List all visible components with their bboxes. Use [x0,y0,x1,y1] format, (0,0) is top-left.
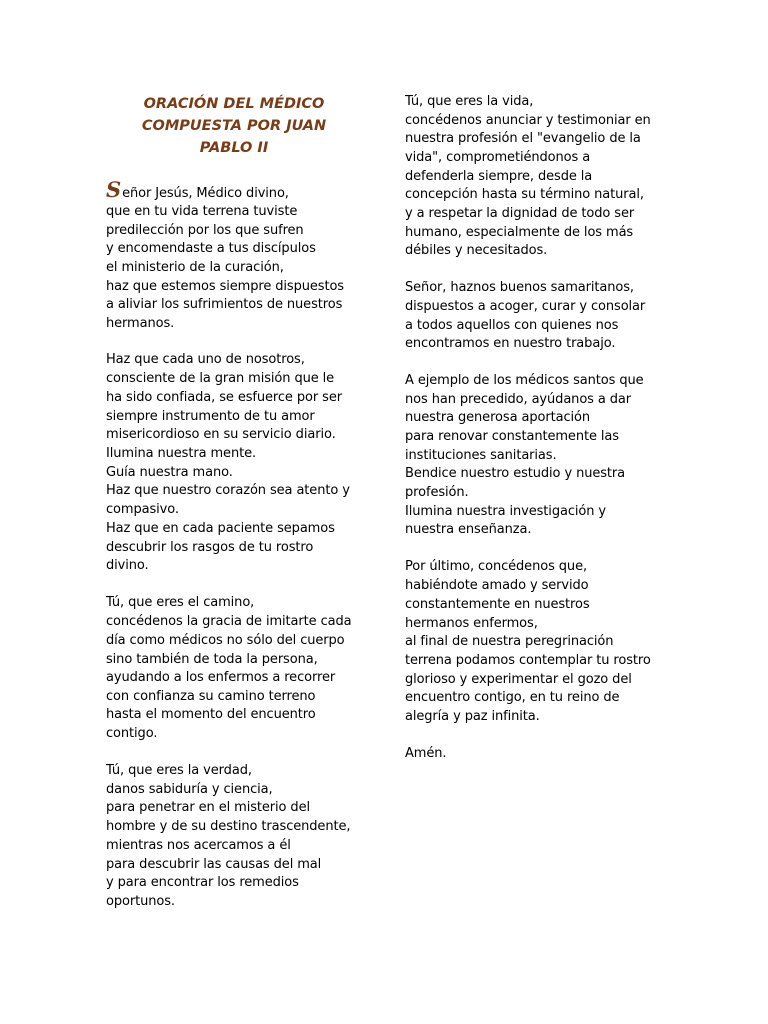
text-line: hombre y de su destino trascendente, [106,819,351,834]
text-line: y para encontrar los remedios [106,875,299,890]
text-line: y encomendaste a tus discípulos [106,241,316,256]
text-line: con confianza su camino terreno [106,689,316,704]
text-line: y a respetar la dignidad de todo ser [405,206,635,221]
text-line: divino. [106,558,149,573]
text-line: a aliviar los sufrimientos de nuestros [106,297,343,312]
text-line: sino también de toda la persona, [106,652,318,667]
text-line: contigo. [106,726,158,741]
text-line: oportunos. [106,894,175,909]
text-line: que en tu vida terrena tuviste [106,204,298,219]
text-line: Guía nuestra mano. [106,465,233,480]
text-line: nos han precedido, ayúdanos a dar [405,392,632,407]
text-line: Por último, concédenos que, [405,559,588,574]
text-line: concepción hasta su término natural, [405,187,644,202]
text-line: glorioso y experimentar el gozo del [405,672,632,687]
text-line: Ilumina nuestra investigación y [405,504,607,519]
text-line: hermanos. [106,316,175,331]
text-line: débiles y necesitados. [405,243,548,258]
text-line: Haz que en cada paciente sepamos [106,521,335,536]
text-line: Amén. [405,746,447,761]
text-line: A ejemplo de los médicos santos que [405,373,644,388]
text-line: concédenos la gracia de imitarte cada [106,614,352,629]
document-title: ORACIÓN DEL MÉDICO COMPUESTA POR JUAN PABLO II [141,96,327,156]
text-line: Ilumina nuestra mente. [106,446,257,461]
text-line: profesión. [405,485,469,500]
text-line: ayudando a los enfermos a recorrer [106,670,336,685]
text-line: hasta el momento del encuentro [106,707,316,722]
text-line: el ministerio de la curación, [106,260,284,275]
first-line [106,177,289,203]
text-line: mientras nos acercamos a él [106,838,291,853]
text-line: Tú, que eres el camino, [106,595,255,610]
text-line: para penetrar en el misterio del [106,800,310,815]
text-line: Haz que cada uno de nosotros, [106,352,305,367]
text-line: día como médicos no sólo del cuerpo [106,633,345,648]
text-line: instituciones sanitarias. [405,448,557,463]
text-line: encontramos en nuestro trabajo. [405,336,616,351]
text-line: compasivo. [106,502,179,517]
text-line: Haz que nuestro corazón sea atento y [106,483,350,498]
text-line: misericordioso en su servicio diario. [106,427,336,442]
text-line: habiéndote amado y servido [405,578,589,593]
text-line: ha sido confiada, se esfuerce por ser [106,390,342,405]
drop-cap: S [106,177,122,202]
text-line: terrena podamos contemplar tu rostro [405,653,651,668]
text-line: haz que estemos siempre dispuestos [106,279,344,294]
text-line: para descubrir las causas del mal [106,857,322,872]
text-line: dispuestos a acoger, curar y consolar [405,299,646,314]
text-line: siempre instrumento de tu amor [106,409,315,424]
text-line: vida", comprometiéndonos a [405,150,591,165]
text-line: predilección por los que sufren [106,223,304,238]
text-line: consciente de la gran misión que le [106,371,335,386]
text-line: alegría y paz infinita. [405,709,540,724]
text-line: danos sabiduría y ciencia, [106,782,273,797]
text-line: Señor, haznos buenos samaritanos, [405,280,634,295]
text-line: concédenos anunciar y testimoniar en [405,113,651,128]
text-line: Bendice nuestro estudio y nuestra [405,466,626,481]
text-line: para renovar constantemente las [405,429,619,444]
text-line: nuestra profesión el "evangelio de la [405,131,641,146]
text-line: humano, especialmente de los más [405,225,634,240]
text-line: nuestra enseñanza. [405,522,532,537]
text-line: constantemente en nuestros [405,597,590,612]
first-line-text: eñor Jesús, Médico divino, [122,186,289,201]
text-line: al final de nuestra peregrinación [405,634,614,649]
text-line: hermanos enfermos, [405,616,538,631]
text-line: nuestra generosa aportación [405,410,590,425]
text-line: descubrir los rasgos de tu rostro [106,540,314,555]
text-line: Tú, que eres la vida, [405,94,534,109]
text-line: a todos aquellos con quienes nos [405,318,619,333]
text-line: defenderla siempre, desde la [405,169,593,184]
text-line: encuentro contigo, en tu reino de [405,690,620,705]
text-line: Tú, que eres la verdad, [106,763,252,778]
